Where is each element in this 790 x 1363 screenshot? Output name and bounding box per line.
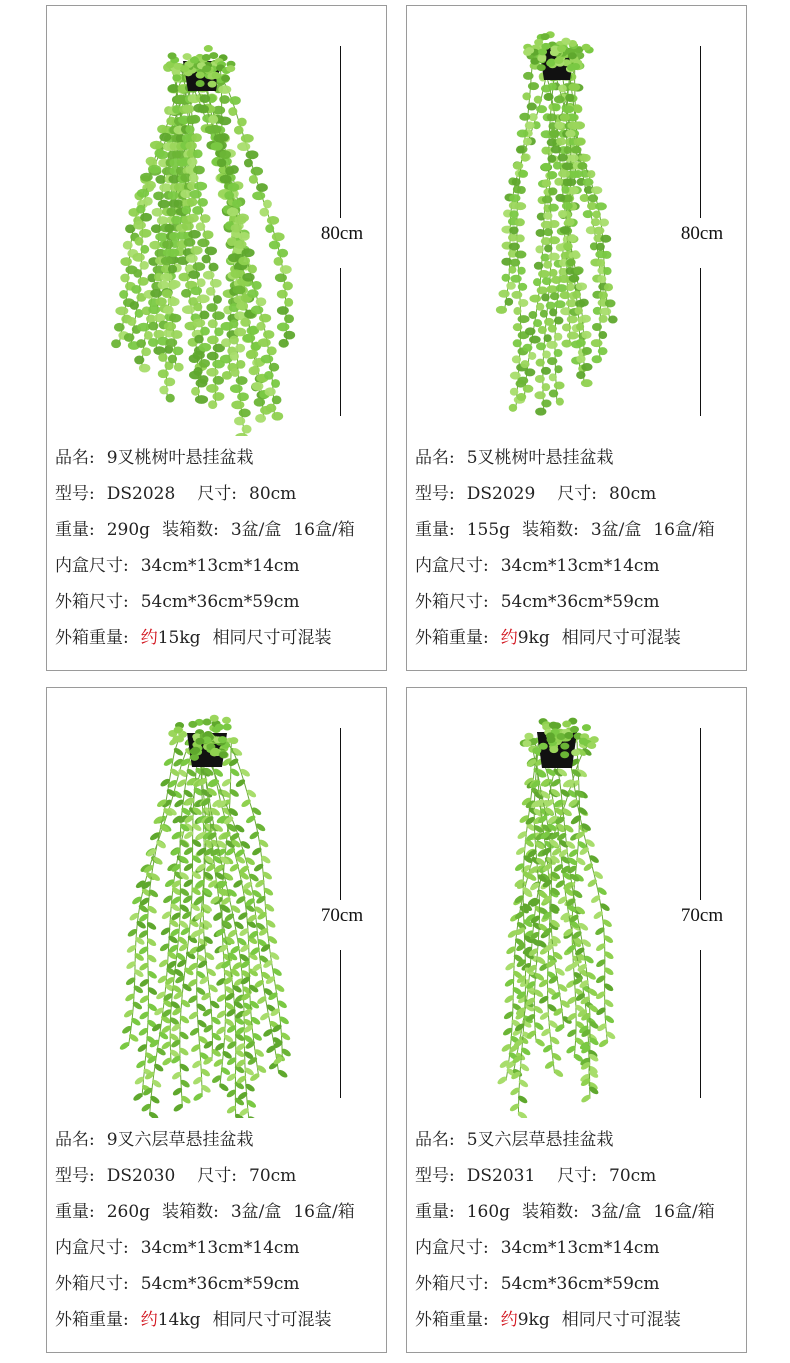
- height-ruler-bottom: [340, 950, 341, 1098]
- product-size: 70cm: [249, 1166, 297, 1186]
- product-card: [46, 5, 387, 671]
- height-ruler-top: [340, 46, 341, 218]
- height-label: 80cm: [320, 223, 364, 244]
- product-card: [406, 5, 747, 671]
- product-model: DS2030: [106, 1166, 176, 1186]
- height-ruler-bottom: [340, 268, 341, 416]
- spec-row-outer-weight: 外箱重量: 约14kg 相同尺寸可混装: [55, 1310, 332, 1330]
- spec-row-weight: 重量: 290g 装箱数: 3盆/盒 16盒/箱: [55, 520, 355, 540]
- height-ruler-top: [700, 46, 701, 218]
- height-ruler-top: [340, 728, 341, 900]
- product-model: DS2031: [466, 1166, 536, 1186]
- spec-row-outer-weight: 外箱重量: 约15kg 相同尺寸可混装: [55, 628, 332, 648]
- spec-row-outer-box: 外箱尺寸: 54cm*36cm*59cm: [415, 592, 660, 612]
- height-ruler-bottom: [700, 950, 701, 1098]
- product-name: 9叉桃树叶悬挂盆栽: [106, 448, 254, 468]
- height-label: 70cm: [680, 905, 724, 926]
- height-ruler-bottom: [700, 268, 701, 416]
- spec-row-model: 型号: DS2031 尺寸: 70cm: [415, 1166, 657, 1186]
- spec-row-outer-weight: 外箱重量: 约9kg 相同尺寸可混装: [415, 1310, 681, 1330]
- height-ruler-top: [700, 728, 701, 900]
- product-weight: 260g: [106, 1202, 151, 1222]
- product-name: 5叉桃树叶悬挂盆栽: [466, 448, 614, 468]
- spec-row-outer-box: 外箱尺寸: 54cm*36cm*59cm: [415, 1274, 660, 1294]
- spec-row-name: 品名: 9叉桃树叶悬挂盆栽: [55, 448, 254, 468]
- product-model: DS2028: [106, 484, 176, 504]
- product-card: [406, 687, 747, 1353]
- product-weight: 160g: [466, 1202, 511, 1222]
- plant-foliage: [111, 63, 295, 436]
- product-weight: 155g: [466, 520, 511, 540]
- spec-row-weight: 重量: 260g 装箱数: 3盆/盒 16盒/箱: [55, 1202, 355, 1222]
- spec-list: [415, 1122, 742, 1338]
- spec-row-model: 型号: DS2028 尺寸: 80cm: [55, 484, 297, 504]
- spec-row-inner-box: 内盒尺寸: 34cm*13cm*14cm: [55, 556, 300, 576]
- height-label: 70cm: [320, 905, 364, 926]
- spec-row-inner-box: 内盒尺寸: 34cm*13cm*14cm: [415, 1238, 660, 1258]
- plant-foliage: [496, 736, 616, 1118]
- spec-row-name: 品名: 9叉六层草悬挂盆栽: [55, 1130, 254, 1150]
- spec-row-name: 品名: 5叉六层草悬挂盆栽: [415, 1130, 614, 1150]
- spec-row-model: 型号: DS2030 尺寸: 70cm: [55, 1166, 297, 1186]
- spec-row-inner-box: 内盒尺寸: 34cm*13cm*14cm: [415, 556, 660, 576]
- plant-foliage: [496, 52, 618, 416]
- plant-foliage: [119, 736, 293, 1118]
- spec-list: [415, 440, 742, 656]
- product-size: 70cm: [609, 1166, 657, 1186]
- product-model: DS2029: [466, 484, 536, 504]
- spec-row-outer-box: 外箱尺寸: 54cm*36cm*59cm: [55, 592, 300, 612]
- spec-row-inner-box: 内盒尺寸: 34cm*13cm*14cm: [55, 1238, 300, 1258]
- product-weight: 290g: [106, 520, 151, 540]
- spec-row-weight: 重量: 155g 装箱数: 3盆/盒 16盒/箱: [415, 520, 715, 540]
- spec-row-weight: 重量: 160g 装箱数: 3盆/盒 16盒/箱: [415, 1202, 715, 1222]
- spec-row-model: 型号: DS2029 尺寸: 80cm: [415, 484, 657, 504]
- product-name: 9叉六层草悬挂盆栽: [106, 1130, 254, 1150]
- hanging-plant-image: [407, 688, 747, 1118]
- spec-row-name: 品名: 5叉桃树叶悬挂盆栽: [415, 448, 614, 468]
- product-name: 5叉六层草悬挂盆栽: [466, 1130, 614, 1150]
- spec-list: [55, 1122, 382, 1338]
- hanging-plant-image: [407, 6, 747, 436]
- product-size: 80cm: [609, 484, 657, 504]
- spec-row-outer-weight: 外箱重量: 约9kg 相同尺寸可混装: [415, 628, 681, 648]
- plant-top-cluster: [166, 45, 236, 88]
- height-label: 80cm: [680, 223, 724, 244]
- spec-row-outer-box: 外箱尺寸: 54cm*36cm*59cm: [55, 1274, 300, 1294]
- spec-list: [55, 440, 382, 656]
- hanging-plant-image: [47, 6, 387, 436]
- product-card: [46, 687, 387, 1353]
- hanging-plant-image: [47, 688, 387, 1118]
- product-size: 80cm: [249, 484, 297, 504]
